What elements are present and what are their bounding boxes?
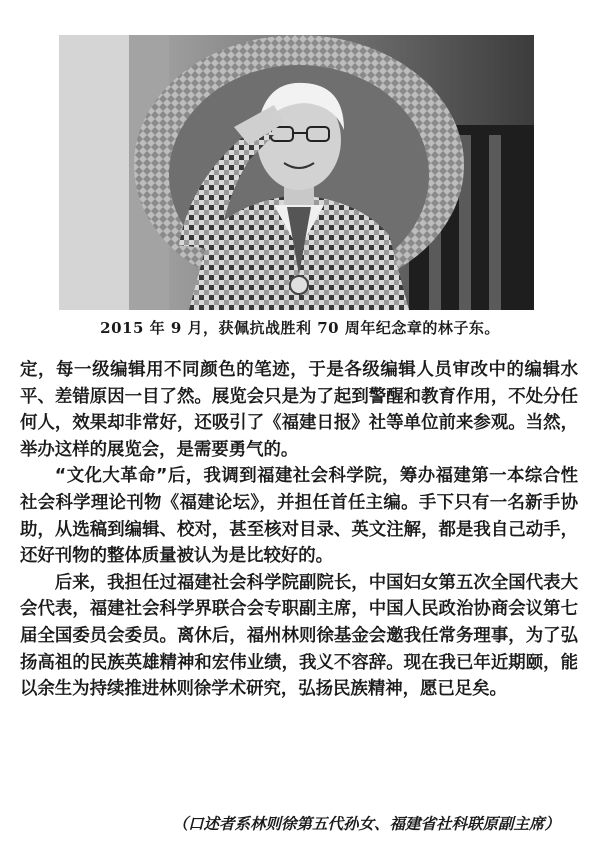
- article-body: [20, 357, 578, 703]
- author-note: （口述者系林则徐第五代孙女、福建省社科联原副主席）: [172, 814, 560, 833]
- paragraph: “文化大革命”后，我调到福建社会科学院，筹办福建第一本综合性社会科学理论刊物《福建论坛》，并担任首任主编。手下只有一名新手协助，从选稿到编辑、校对，甚至核对目录、英文注解，都是我自己动手，还好刊物的整体质量被认为是比较好的。: [20, 466, 578, 567]
- paragraph: 后来，我担任过福建社会科学院副院长，中国妇女第五次全国代表大会代表，福建社会科学界联合会专职副主席，中国人民政治协商会议第七届全国委员会委员。离休后，福州林则徐基金会邀我任常务理事，为了弘扬高祖的民族英雄精神和宏伟业绩，我义不容辞。现在我已年近期颐，能以余生为持续推进林则徐学术研究，弘扬民族精神，愿已足矣。: [20, 572, 578, 700]
- photo: [59, 35, 534, 310]
- paragraph: 定，每一级编辑用不同颜色的笔迹，于是各级编辑人员审改中的编辑水平、差错原因一目了然。展览会只是为了起到警醒和教育作用，不处分任何人，效果却非常好，还吸引了《福建日报》社等单位前来参观。当然，举办这样的展览会，是需要勇气的。: [20, 360, 578, 460]
- photo-caption: 2015 年 9 月，获佩抗战胜利 70 周年纪念章的林子东。: [100, 319, 500, 337]
- photo-illustration: [59, 35, 534, 310]
